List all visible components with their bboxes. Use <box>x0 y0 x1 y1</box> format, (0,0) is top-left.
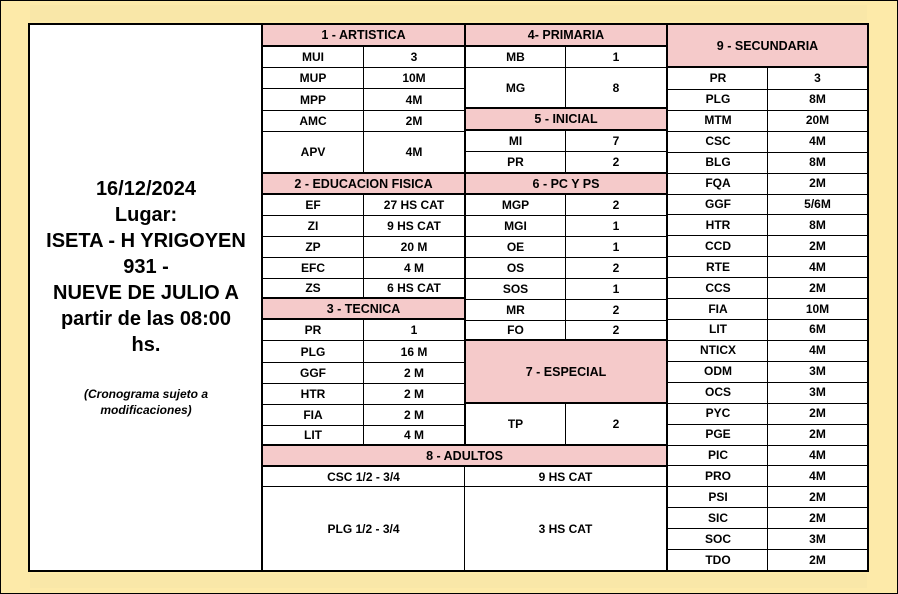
place-line-5: hs. <box>131 334 161 356</box>
secundaria-value: 8M <box>809 155 826 170</box>
secundaria-code: PYC <box>705 406 731 421</box>
secundaria-value: 2M <box>809 489 826 504</box>
tecnica-value: 2 M <box>403 408 424 422</box>
secundaria-value: 2M <box>809 427 826 442</box>
secundaria-code: BLG <box>705 155 731 170</box>
adultos-value: 3 HS CAT <box>538 521 593 536</box>
pcps-code: MGP <box>501 198 530 212</box>
pcps-value: 2 <box>612 198 620 212</box>
tecnica-value: 16 M <box>400 344 428 359</box>
secundaria-code: PSI <box>708 489 728 504</box>
tecnica-value: 4 M <box>403 428 424 442</box>
secundaria-code: FQA <box>705 176 731 191</box>
secundaria-value: 4M <box>809 134 826 149</box>
secundaria-value: 4M <box>809 447 826 462</box>
tecnica-value: 1 <box>410 323 418 337</box>
secundaria-code: NTICX <box>700 343 736 358</box>
tecnica-code: LIT <box>304 428 322 442</box>
pcps-value: 1 <box>612 219 620 233</box>
primaria-code: MB <box>506 50 525 64</box>
section-title-secundaria: 9 - SECUNDARIA <box>668 25 867 66</box>
secundaria-value: 4M <box>809 468 826 483</box>
secundaria-code: OCS <box>704 385 731 400</box>
secundaria-code: PR <box>709 71 727 86</box>
artistica-code: AMC <box>299 114 327 128</box>
secundaria-code: CCD <box>705 238 731 253</box>
rule <box>767 68 768 570</box>
artistica-value: 2M <box>405 114 423 128</box>
adultos-code: PLG 1/2 - 3/4 <box>327 521 400 536</box>
tecnica-value: 2 M <box>403 387 424 401</box>
artistica-code: APV <box>300 145 326 159</box>
place-line-3: NUEVE DE JULIO A <box>53 282 239 304</box>
tecnica-value: 2 M <box>403 366 424 380</box>
pcps-code: OE <box>506 240 525 254</box>
section-title-primaria: 4- PRIMARIA <box>466 25 666 45</box>
secundaria-code: ODM <box>704 364 732 379</box>
secundaria-code: GGF <box>705 196 731 211</box>
secundaria-value: 10M <box>805 301 830 316</box>
secundaria-value: 4M <box>809 259 826 274</box>
rule <box>464 466 465 571</box>
pcps-value: 2 <box>612 261 620 275</box>
secundaria-code: PLG <box>705 92 731 107</box>
secundaria-code: PRO <box>704 468 731 483</box>
secundaria-code: SIC <box>707 510 728 525</box>
secundaria-value: 20M <box>805 113 830 128</box>
tecnica-code: GGF <box>300 366 326 380</box>
fisica-code: EF <box>305 198 321 212</box>
inicial-code: PR <box>507 155 524 169</box>
section-title-adultos: 8 - ADULTOS <box>263 446 666 465</box>
secundaria-code: MTM <box>704 113 732 128</box>
section-title-pc-ps: 6 - PC Y PS <box>466 174 666 193</box>
especial-value: 2 <box>612 417 620 431</box>
secundaria-code: TDO <box>705 552 731 567</box>
primaria-value: 1 <box>612 50 620 64</box>
pcps-value: 2 <box>612 323 620 337</box>
secundaria-value: 2M <box>809 406 826 421</box>
secundaria-code: PIC <box>707 447 728 462</box>
fisica-code: EFC <box>301 261 325 275</box>
rule <box>363 47 364 172</box>
pcps-code: MR <box>506 303 525 317</box>
secundaria-value: 2M <box>809 280 826 295</box>
secundaria-code: FIA <box>708 301 728 316</box>
fisica-value: 20 M <box>400 240 428 254</box>
rule <box>363 195 364 297</box>
secundaria-code: PGE <box>705 427 731 442</box>
secundaria-code: RTE <box>706 259 730 274</box>
secundaria-value: 2M <box>809 552 826 567</box>
tecnica-code: HTR <box>300 387 326 401</box>
secundaria-value: 8M <box>809 217 826 232</box>
artistica-code: MUP <box>299 71 327 85</box>
tecnica-code: FIA <box>303 408 323 422</box>
fisica-code: ZS <box>305 281 321 295</box>
secundaria-code: HTR <box>705 217 731 232</box>
secundaria-value: 2M <box>809 176 826 191</box>
tecnica-code: PR <box>304 323 322 337</box>
pcps-code: FO <box>507 323 524 337</box>
adultos-value: 9 HS CAT <box>538 469 593 484</box>
place-label: Lugar: <box>114 204 178 226</box>
secundaria-value: 6M <box>809 322 826 337</box>
rule <box>565 47 566 107</box>
place-line-1: ISETA - H YRIGOYEN <box>46 230 246 252</box>
section-title-artistica: 1 - ARTISTICA <box>263 25 464 45</box>
tecnica-code: PLG <box>300 344 326 359</box>
inicial-code: MI <box>508 134 523 148</box>
pcps-value: 2 <box>612 303 620 317</box>
artistica-value: 4M <box>405 145 423 159</box>
fisica-value: 6 HS CAT <box>387 281 441 295</box>
adultos-code: CSC 1/2 - 3/4 <box>327 469 400 484</box>
secundaria-value: 3M <box>809 385 826 400</box>
schedule-note: (Cronograma sujeto a modificaciones) <box>83 387 209 417</box>
section-title-inicial: 5 - INICIAL <box>466 109 666 129</box>
fisica-code: ZI <box>307 219 319 233</box>
rule <box>363 320 364 444</box>
inicial-value: 2 <box>612 155 620 169</box>
secundaria-code: SOC <box>704 531 731 546</box>
pcps-code: OS <box>506 261 525 275</box>
secundaria-value: 4M <box>809 343 826 358</box>
section-title-tecnica: 3 - TECNICA <box>263 299 464 318</box>
secundaria-value: 2M <box>809 238 826 253</box>
secundaria-value: 3 <box>814 71 821 86</box>
fisica-value: 9 HS CAT <box>387 219 441 233</box>
secundaria-value: 5/6M <box>804 196 831 211</box>
primaria-code: MG <box>505 80 526 95</box>
artistica-value: 4M <box>405 92 423 107</box>
primaria-value: 8 <box>612 80 620 95</box>
section-title-educacion-fisica: 2 - EDUCACION FISICA <box>263 174 464 193</box>
secundaria-code: CCS <box>705 280 731 295</box>
rule <box>565 195 566 339</box>
section-title-especial: 7 - ESPECIAL <box>466 341 666 402</box>
pcps-value: 1 <box>612 240 620 254</box>
secundaria-code: CSC <box>705 134 731 149</box>
rule <box>565 404 566 444</box>
secundaria-value: 3M <box>809 531 826 546</box>
secundaria-value: 8M <box>809 92 826 107</box>
top-band <box>30 5 867 21</box>
artistica-value: 3 <box>410 50 418 64</box>
place-line-4: partir de las 08:00 <box>60 308 232 330</box>
pcps-code: MGI <box>504 219 527 233</box>
artistica-code: MUI <box>302 50 324 64</box>
especial-code: TP <box>507 417 524 431</box>
pcps-value: 1 <box>612 282 620 296</box>
artistica-value: 10M <box>402 71 426 85</box>
secundaria-code: LIT <box>709 322 727 337</box>
secundaria-value: 3M <box>809 364 826 379</box>
date-text: 16/12/2024 <box>95 178 197 200</box>
fisica-value: 4 M <box>403 261 424 275</box>
secundaria-value: 2M <box>809 510 826 525</box>
bottom-band <box>30 574 867 588</box>
fisica-value: 27 HS CAT <box>383 198 445 212</box>
pcps-code: SOS <box>502 282 529 296</box>
place-line-2: 931 - <box>123 256 169 278</box>
rule <box>565 131 566 172</box>
artistica-code: MPP <box>299 92 326 107</box>
exam-info <box>30 176 262 358</box>
inicial-value: 7 <box>612 134 620 148</box>
fisica-code: ZP <box>305 240 321 254</box>
